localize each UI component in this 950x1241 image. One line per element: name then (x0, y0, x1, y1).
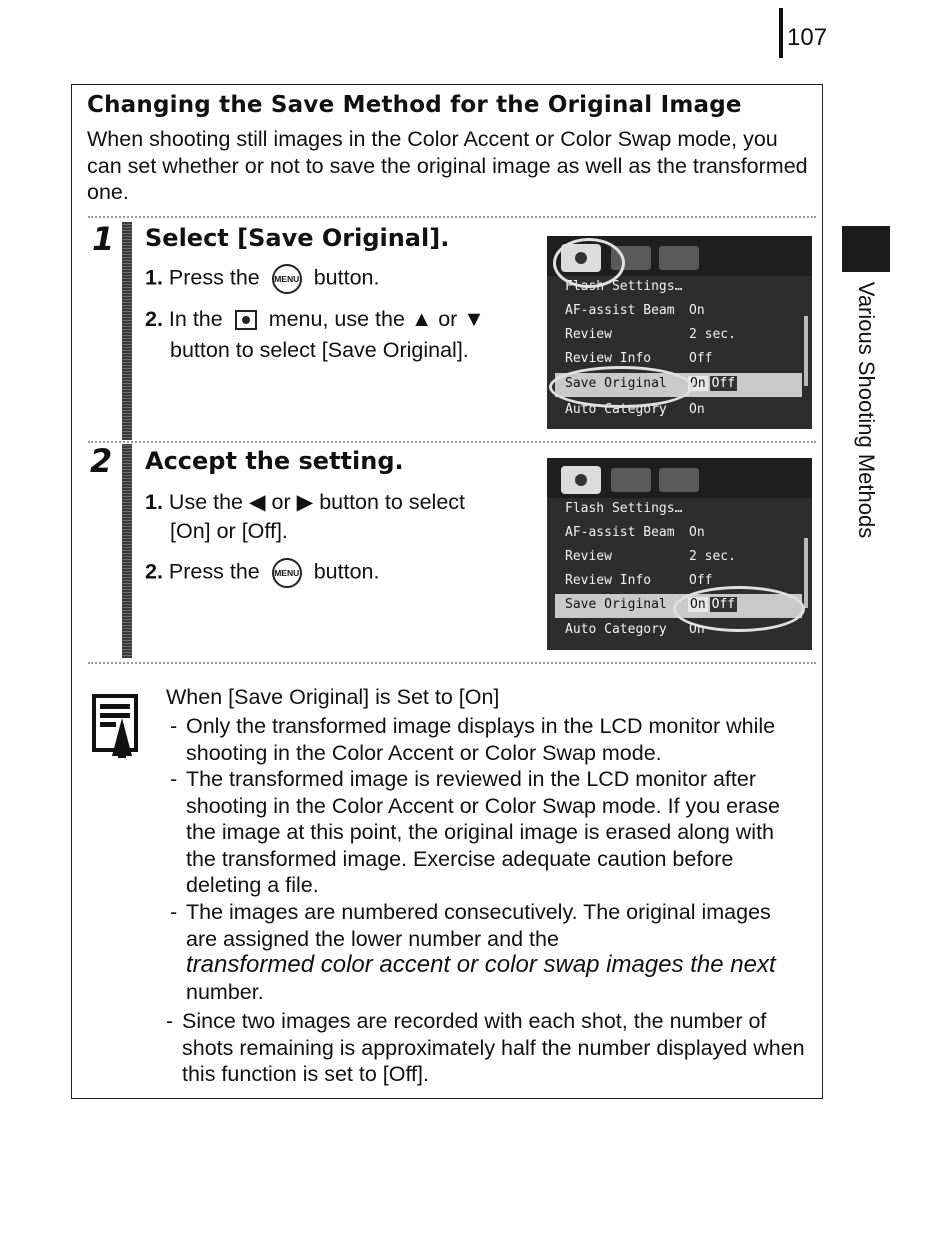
lcd-screenshot-2 (547, 458, 812, 650)
highlight-circle (549, 366, 693, 408)
lcd-row: AF-assist Beam On (565, 303, 705, 318)
lcd-scrollbar (804, 538, 808, 608)
divider (88, 216, 816, 218)
step-bar-1 (122, 222, 132, 440)
lcd-scrollbar (804, 316, 808, 386)
step-title-1: Select [Save Original]. (145, 224, 450, 252)
left-arrow-icon: ◀ (249, 490, 266, 514)
right-arrow-icon: ▶ (296, 490, 314, 514)
section-title: Changing the Save Method for the Original Image (87, 92, 742, 118)
highlight-circle (673, 586, 805, 632)
lcd-row: Review Info Off (565, 573, 713, 588)
step1-instruction-2-cont: button to select [Save Original]. (170, 338, 469, 362)
lcd-row: Review 2 sec. (565, 549, 736, 564)
section-intro: When shooting still images in the Color Accent or Color Swap mode, you can set whether or not to save the original image as well as the transformed one. (87, 127, 808, 204)
section-tab-label: Various Shooting Methods (854, 281, 879, 539)
page-number: 107 (787, 24, 828, 51)
step-number-2: 2 (90, 442, 113, 480)
step-title-2: Accept the setting. (145, 447, 404, 475)
lcd-row-selected: Save Original On Off (555, 373, 802, 397)
step1-instruction-2: 2. In the menu, use the ▲ or ▼ (145, 307, 485, 331)
note-heading: When [Save Original] is Set to [On] (166, 685, 500, 709)
lcd-row: Flash Settings… (565, 279, 683, 294)
step2-instruction-2: 2. Press the MENU button. (145, 558, 379, 588)
page-number-bar (779, 8, 783, 58)
lcd-row: AF-assist Beam On (565, 525, 705, 540)
lcd-row-selected: Save Original On Off (555, 594, 802, 618)
camera-tab-icon (561, 466, 601, 494)
step2-instruction-1: 1. Use the ◀ or ▶ button to select (145, 490, 466, 514)
divider (88, 441, 816, 443)
lcd-row: Auto Category On (565, 622, 705, 637)
step-number-1: 1 (92, 220, 115, 258)
divider (88, 662, 816, 664)
up-arrow-icon: ▲ (410, 307, 433, 331)
lcd-screenshot-1 (547, 236, 812, 429)
menu-button-icon: MENU (272, 264, 302, 294)
lcd-row: Auto Category On (565, 402, 705, 417)
my-menu-tab-icon (659, 246, 699, 270)
camera-menu-icon (235, 310, 257, 330)
step-bar-2 (122, 444, 132, 658)
lcd-row: Review 2 sec. (565, 327, 736, 342)
note-bullet: - The images are numbered consecutively. The original images are assigned the lower number and the transformed color accent or color swap images the next number. (170, 900, 776, 1004)
my-menu-tab-icon (659, 468, 699, 492)
settings-tab-icon (611, 468, 651, 492)
down-arrow-icon: ▼ (463, 307, 485, 331)
note-bullet: - Since two images are recorded with each shot, the number of shots remaining is approximately half the number displayed when this function is set to [Off]. (166, 1009, 805, 1086)
step1-instruction-1: 1. Press the MENU button. (145, 264, 379, 294)
note-bullet: - The transformed image is reviewed in the LCD monitor after shooting in the Color Accent or Color Swap mode. If you erase the image at this point, the original image is erased along with the transformed image. Exercise adequate caution before deleting a file. (170, 767, 780, 897)
lcd-row: Flash Settings… (565, 501, 683, 516)
note-bullet: - Only the transformed image displays in the LCD monitor while shooting in the Color Accent or Color Swap mode. (170, 714, 776, 765)
highlight-circle (553, 238, 625, 288)
lcd-row: Review Info Off (565, 351, 713, 366)
step2-instruction-1-cont: [On] or [Off]. (170, 519, 288, 543)
menu-button-icon: MENU (272, 558, 302, 588)
lcd-menu-tabs (547, 458, 812, 498)
memo-icon (92, 694, 146, 758)
